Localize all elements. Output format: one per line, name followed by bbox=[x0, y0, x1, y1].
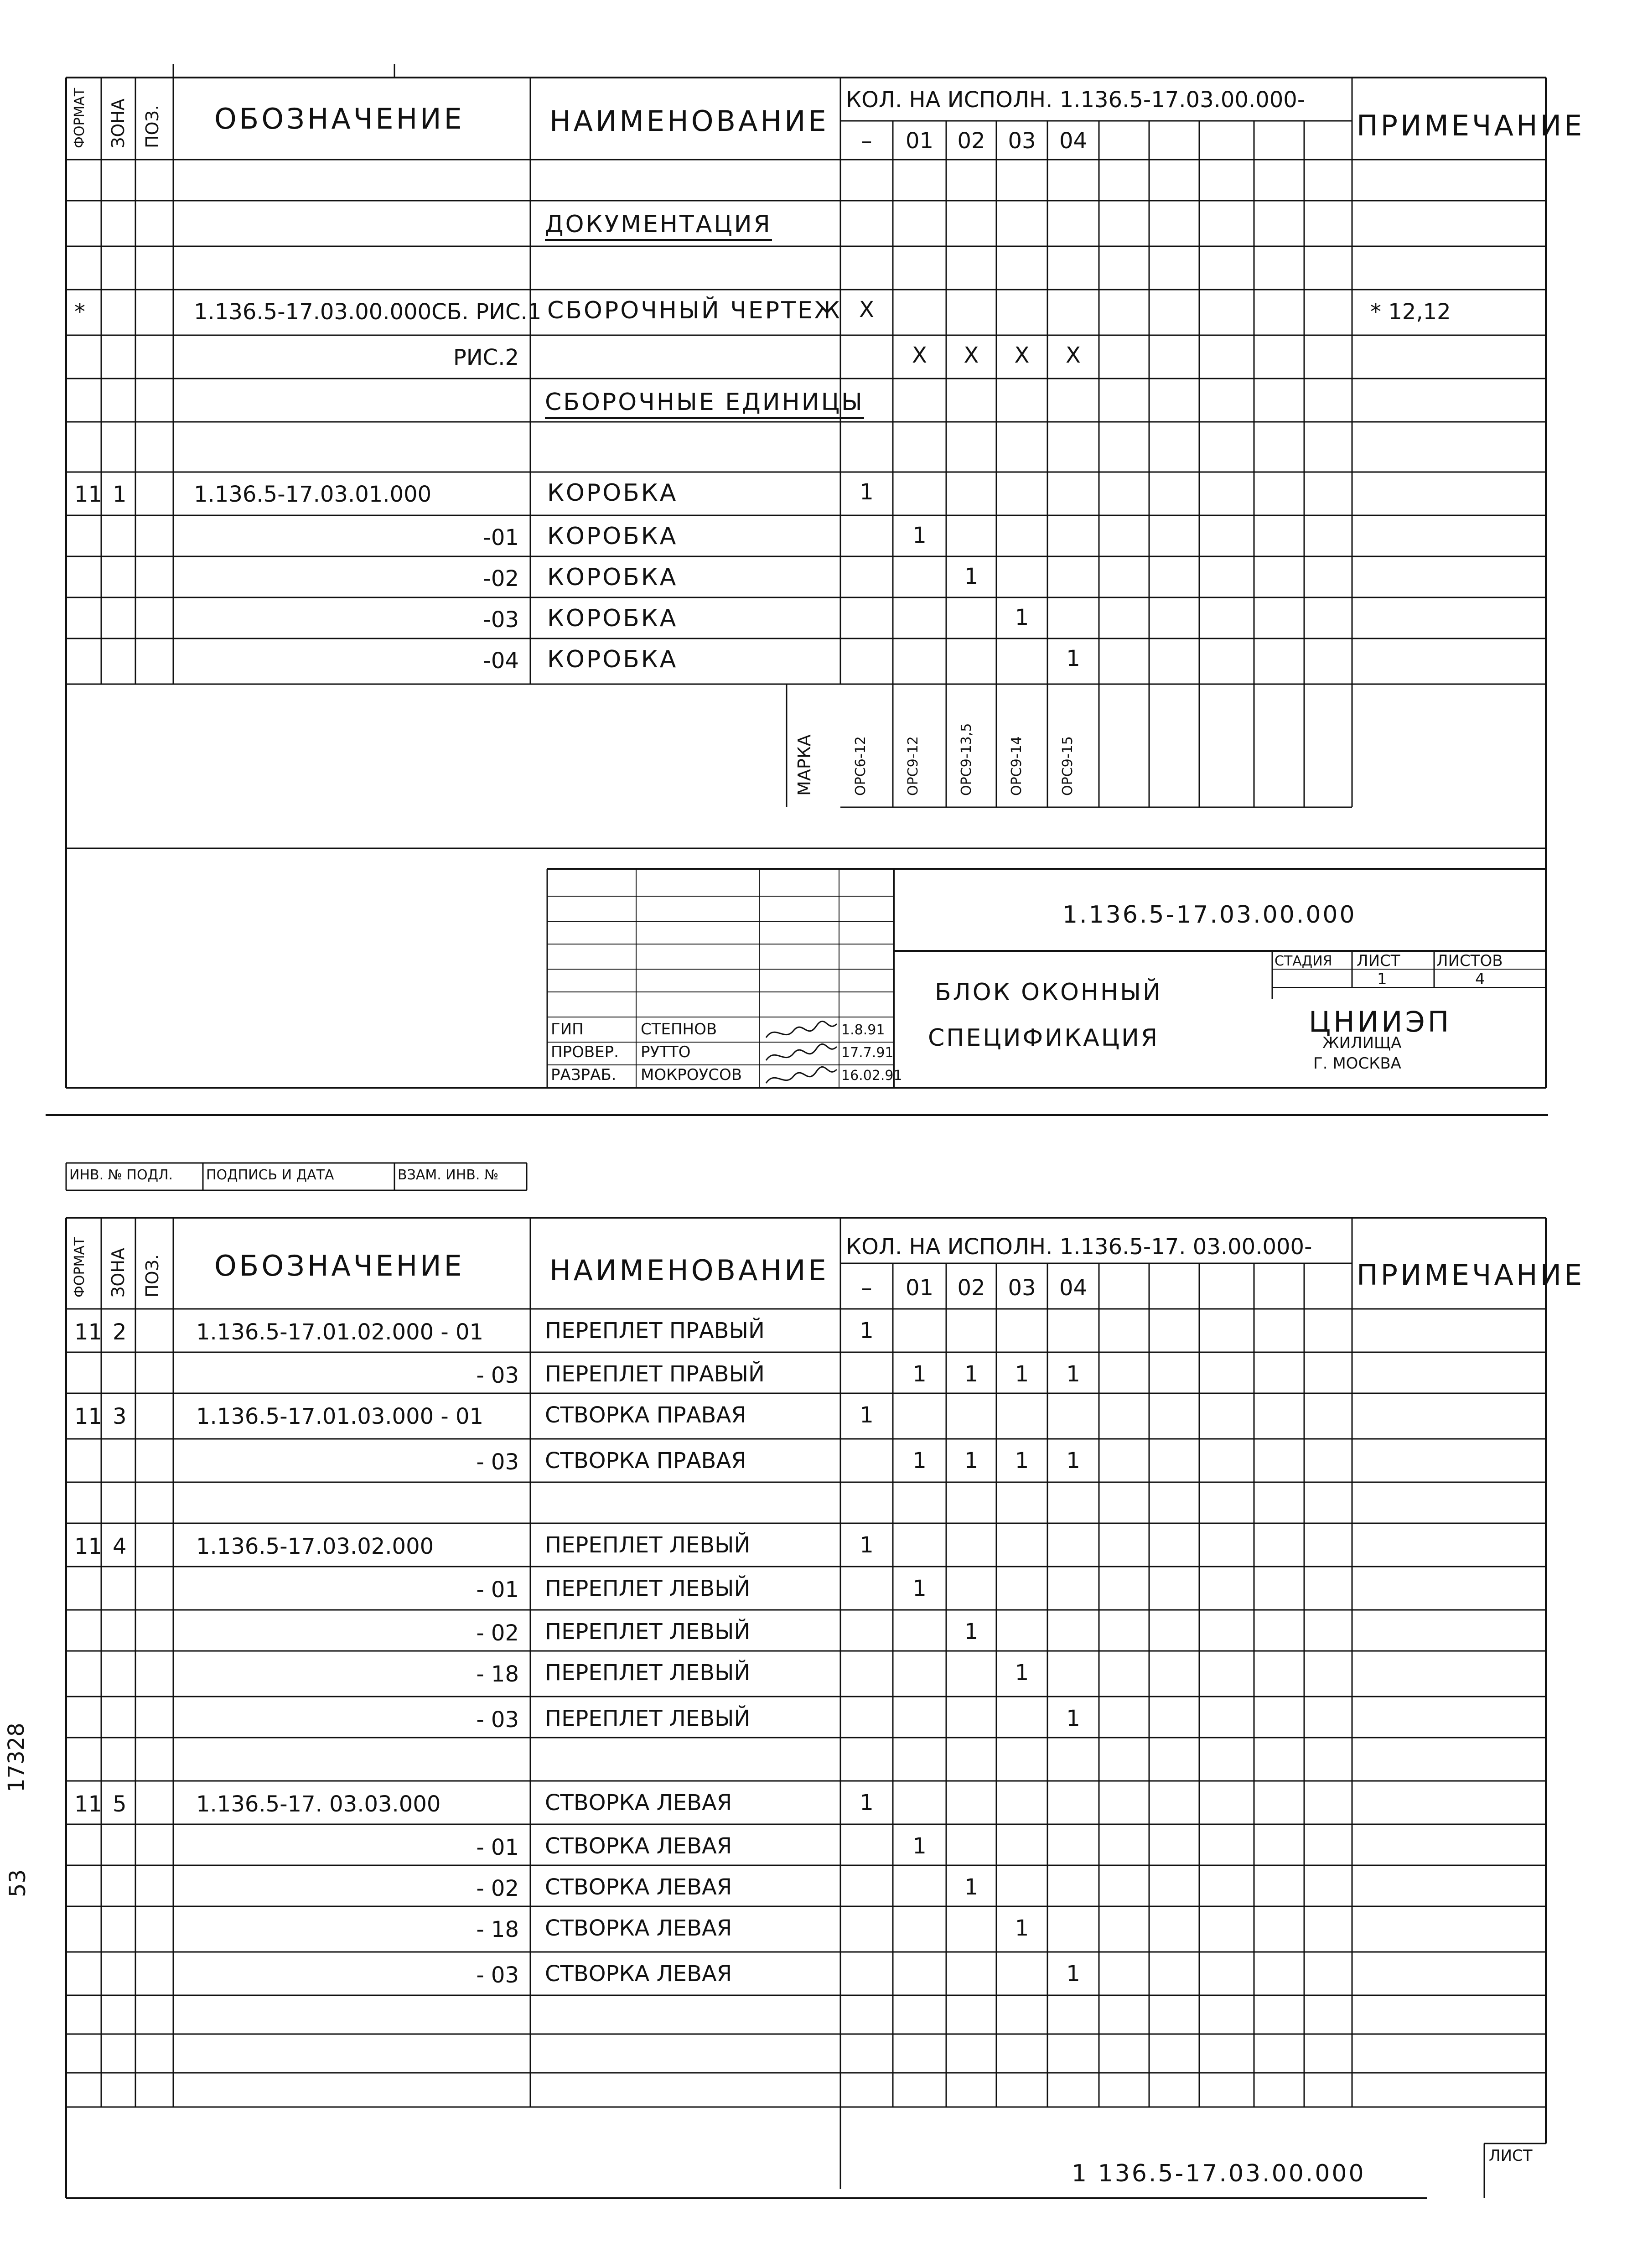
row-designation: - 18 bbox=[476, 1661, 519, 1687]
row-qty-3: 1 bbox=[1015, 605, 1029, 630]
row-designation: - 03 bbox=[476, 1363, 519, 1388]
row-name: СТВОРКА ПРАВАЯ bbox=[545, 1448, 746, 1474]
header-exec-0: – bbox=[861, 128, 872, 154]
row-qty-1: 1 bbox=[912, 1576, 927, 1601]
row-designation: -03 bbox=[483, 607, 519, 633]
row-designation: - 03 bbox=[476, 1962, 519, 1988]
row-name: КОРОБКА bbox=[547, 605, 678, 632]
stage-label: СТАДИЯ bbox=[1275, 953, 1332, 969]
row-designation: 1.136.5-17. 03.03.000 bbox=[196, 1791, 441, 1817]
row-qty-1: 1 bbox=[912, 1448, 927, 1474]
marka-3: ОРС9-14 bbox=[1009, 736, 1025, 796]
header-qty: КОЛ. НА ИСПОЛН. 1.136.5-17. 03.00.000- bbox=[846, 1234, 1312, 1260]
row-qty-3: 1 bbox=[1015, 1448, 1029, 1474]
row-name: СБОРОЧНЫЙ ЧЕРТЕЖ bbox=[547, 297, 842, 324]
row-qty-2: X bbox=[964, 343, 979, 368]
stamp-inv: ИНВ. № ПОДЛ. bbox=[69, 1167, 173, 1183]
org-name: ЦНИИЭП bbox=[1309, 1005, 1452, 1038]
header-exec-1: 01 bbox=[905, 128, 934, 154]
footer-code: 1 136.5-17.03.00.000 bbox=[1072, 2160, 1366, 2187]
row-designation: 1.136.5-17.03.00.000СБ. РИС.1 bbox=[194, 299, 542, 325]
header-qty: КОЛ. НА ИСПОЛН. 1.136.5-17.03.00.000- bbox=[846, 87, 1306, 113]
row-name: СТВОРКА ЛЕВАЯ bbox=[545, 1790, 732, 1816]
stamp-sign: ПОДПИСЬ И ДАТА bbox=[206, 1167, 334, 1183]
header-note: ПРИМЕЧАНИЕ bbox=[1357, 1258, 1585, 1292]
row-name: КОРОБКА bbox=[547, 523, 678, 550]
row-name: СТВОРКА ПРАВАЯ bbox=[545, 1402, 746, 1428]
row-designation: - 02 bbox=[476, 1620, 519, 1646]
row-qty-0: 1 bbox=[860, 479, 874, 505]
row-qty-4: 1 bbox=[1066, 1448, 1080, 1474]
row-qty-4: X bbox=[1066, 343, 1081, 368]
row-designation: - 01 bbox=[476, 1577, 519, 1603]
sheet-value: 1 bbox=[1377, 970, 1387, 988]
row-qty-2: 1 bbox=[964, 1619, 979, 1645]
row-name: ПЕРЕПЛЕТ ПРАВЫЙ bbox=[545, 1361, 765, 1387]
row-name: ПЕРЕПЛЕТ ПРАВЫЙ bbox=[545, 1318, 765, 1344]
signature-0 bbox=[766, 1021, 837, 1038]
row-name: ПЕРЕПЛЕТ ЛЕВЫЙ bbox=[545, 1619, 751, 1645]
person-name: СТЕПНОВ bbox=[641, 1020, 717, 1038]
org-city: Г. МОСКВА bbox=[1313, 1054, 1401, 1073]
row-qty-1: 1 bbox=[912, 1833, 927, 1859]
stamp-vzam: ВЗАМ. ИНВ. № bbox=[398, 1167, 499, 1183]
row-designation: 1.136.5-17.03.02.000 bbox=[196, 1534, 434, 1559]
row-qty-2: 1 bbox=[964, 1361, 979, 1387]
row-qty-1: X bbox=[912, 343, 927, 368]
row-name: КОРОБКА bbox=[547, 564, 678, 591]
row-designation: - 03 bbox=[476, 1707, 519, 1733]
header-format: ФОРМАТ bbox=[72, 1237, 88, 1297]
row-designation: РИС.2 bbox=[453, 345, 519, 370]
header-exec-2: 02 bbox=[957, 1275, 985, 1301]
row-designation: -01 bbox=[483, 525, 519, 550]
header-designation: ОБОЗНАЧЕНИЕ bbox=[214, 102, 465, 135]
signature-2 bbox=[766, 1067, 837, 1083]
row-name: КОРОБКА bbox=[547, 479, 678, 507]
row-qty-4: 1 bbox=[1066, 1706, 1080, 1731]
row-name: ПЕРЕПЛЕТ ЛЕВЫЙ bbox=[545, 1576, 751, 1601]
header-note: ПРИМЕЧАНИЕ bbox=[1357, 109, 1585, 142]
marka-0: ОРС6-12 bbox=[853, 736, 869, 796]
row-designation: - 18 bbox=[476, 1917, 519, 1942]
row-qty-3: 1 bbox=[1015, 1361, 1029, 1387]
row-name: СТВОРКА ЛЕВАЯ bbox=[545, 1915, 732, 1941]
row-format: 11 bbox=[74, 1534, 103, 1559]
row-pos: 4 bbox=[113, 1534, 127, 1559]
title-name-2: СПЕЦИФИКАЦИЯ bbox=[928, 1024, 1160, 1052]
person-date: 1.8.91 bbox=[841, 1022, 885, 1038]
row-name: СТВОРКА ЛЕВАЯ bbox=[545, 1961, 732, 1987]
row-qty-2: 1 bbox=[964, 564, 979, 589]
row-format: 11 bbox=[74, 1791, 103, 1817]
person-role: РАЗРАБ. bbox=[551, 1066, 617, 1084]
sheets-value: 4 bbox=[1475, 970, 1485, 988]
row-qty-2: 1 bbox=[964, 1448, 979, 1474]
row-pos: 3 bbox=[113, 1404, 127, 1429]
row-qty-3: X bbox=[1014, 343, 1030, 368]
marka-1: ОРС9-12 bbox=[905, 736, 921, 796]
person-date: 17.7.91 bbox=[841, 1045, 894, 1061]
header-pos: ПОЗ. bbox=[142, 105, 162, 148]
footer-sheet-label: ЛИСТ bbox=[1489, 2147, 1533, 2165]
header-format: ФОРМАТ bbox=[72, 88, 88, 148]
marka-2: ОРС9-13,5 bbox=[959, 723, 974, 796]
signature-1 bbox=[766, 1044, 837, 1060]
row-qty-0: 1 bbox=[860, 1402, 874, 1428]
row-format: 11 bbox=[74, 482, 103, 507]
row-designation: - 03 bbox=[476, 1449, 519, 1475]
row-pos: 2 bbox=[113, 1319, 127, 1345]
row-qty-4: 1 bbox=[1066, 1961, 1080, 1987]
header-exec-2: 02 bbox=[957, 128, 985, 154]
row-qty-4: 1 bbox=[1066, 1361, 1080, 1387]
side-inventory-number: 17328 bbox=[4, 1723, 29, 1792]
header-exec-4: 04 bbox=[1059, 1275, 1088, 1301]
row-name: ПЕРЕПЛЕТ ЛЕВЫЙ bbox=[545, 1706, 751, 1731]
row-qty-0: 1 bbox=[860, 1790, 874, 1816]
sheets-label: ЛИСТОВ bbox=[1436, 952, 1503, 970]
row-pos: 5 bbox=[113, 1791, 127, 1817]
row-designation: 1.136.5-17.03.01.000 bbox=[194, 482, 432, 507]
person-role: ГИП bbox=[551, 1020, 584, 1038]
title-code: 1.136.5-17.03.00.000 bbox=[1062, 901, 1357, 929]
row-qty-2: 1 bbox=[964, 1874, 979, 1900]
row-designation: 1.136.5-17.01.03.000 - 01 bbox=[196, 1404, 484, 1429]
header-exec-1: 01 bbox=[905, 1275, 934, 1301]
row-qty-1: 1 bbox=[912, 523, 927, 548]
row-qty-0: 1 bbox=[860, 1532, 874, 1558]
row-format: * bbox=[74, 299, 85, 325]
row-qty-3: 1 bbox=[1015, 1915, 1029, 1941]
row-qty-0: X bbox=[859, 297, 874, 322]
header-zone: ЗОНА bbox=[108, 1248, 128, 1297]
row-qty-1: 1 bbox=[912, 1361, 927, 1387]
sheet-label: ЛИСТ bbox=[1357, 952, 1400, 970]
row-note: * 12,12 bbox=[1370, 299, 1451, 325]
row-designation: -04 bbox=[483, 648, 519, 674]
row-name: КОРОБКА bbox=[547, 646, 678, 673]
row-designation: - 02 bbox=[476, 1876, 519, 1901]
side-number: 53 bbox=[5, 1869, 31, 1897]
row-qty-0: 1 bbox=[860, 1318, 874, 1344]
person-date: 16.02.91 bbox=[841, 1068, 902, 1084]
row-designation: -02 bbox=[483, 566, 519, 592]
row-format: 11 bbox=[74, 1319, 103, 1345]
org-line-2: ЖИЛИЩА bbox=[1322, 1034, 1402, 1052]
row-qty-4: 1 bbox=[1066, 646, 1080, 671]
header-exec-3: 03 bbox=[1008, 128, 1036, 154]
row-pos: 1 bbox=[113, 482, 127, 507]
header-exec-3: 03 bbox=[1008, 1275, 1036, 1301]
header-designation: ОБОЗНАЧЕНИЕ bbox=[214, 1249, 465, 1282]
row-name: ПЕРЕПЛЕТ ЛЕВЫЙ bbox=[545, 1660, 751, 1686]
row-designation: 1.136.5-17.01.02.000 - 01 bbox=[196, 1319, 484, 1345]
header-name: НАИМЕНОВАНИЕ bbox=[549, 1254, 829, 1287]
header-pos: ПОЗ. bbox=[142, 1254, 162, 1297]
marka-4: ОРС9-15 bbox=[1060, 736, 1076, 796]
title-name-1: БЛОК ОКОННЫЙ bbox=[935, 979, 1162, 1006]
header-exec-4: 04 bbox=[1059, 128, 1088, 154]
row-name: ПЕРЕПЛЕТ ЛЕВЫЙ bbox=[545, 1532, 751, 1558]
row-name: СТВОРКА ЛЕВАЯ bbox=[545, 1833, 732, 1859]
header-exec-0: – bbox=[861, 1275, 872, 1301]
row-name: СТВОРКА ЛЕВАЯ bbox=[545, 1874, 732, 1900]
person-name: МОКРОУСОВ bbox=[641, 1066, 742, 1084]
person-role: ПРОВЕР. bbox=[551, 1043, 619, 1061]
row-designation: - 01 bbox=[476, 1835, 519, 1860]
row-qty-3: 1 bbox=[1015, 1660, 1029, 1686]
section-title: СБОРОЧНЫЕ ЕДИНИЦЫ bbox=[545, 390, 864, 419]
marka-label: МАРКА bbox=[794, 734, 814, 796]
row-format: 11 bbox=[74, 1404, 103, 1429]
person-name: РУТТО bbox=[641, 1043, 691, 1061]
header-zone: ЗОНА bbox=[108, 99, 128, 148]
section-title: ДОКУМЕНТАЦИЯ bbox=[545, 213, 772, 241]
header-name: НАИМЕНОВАНИЕ bbox=[549, 104, 829, 138]
